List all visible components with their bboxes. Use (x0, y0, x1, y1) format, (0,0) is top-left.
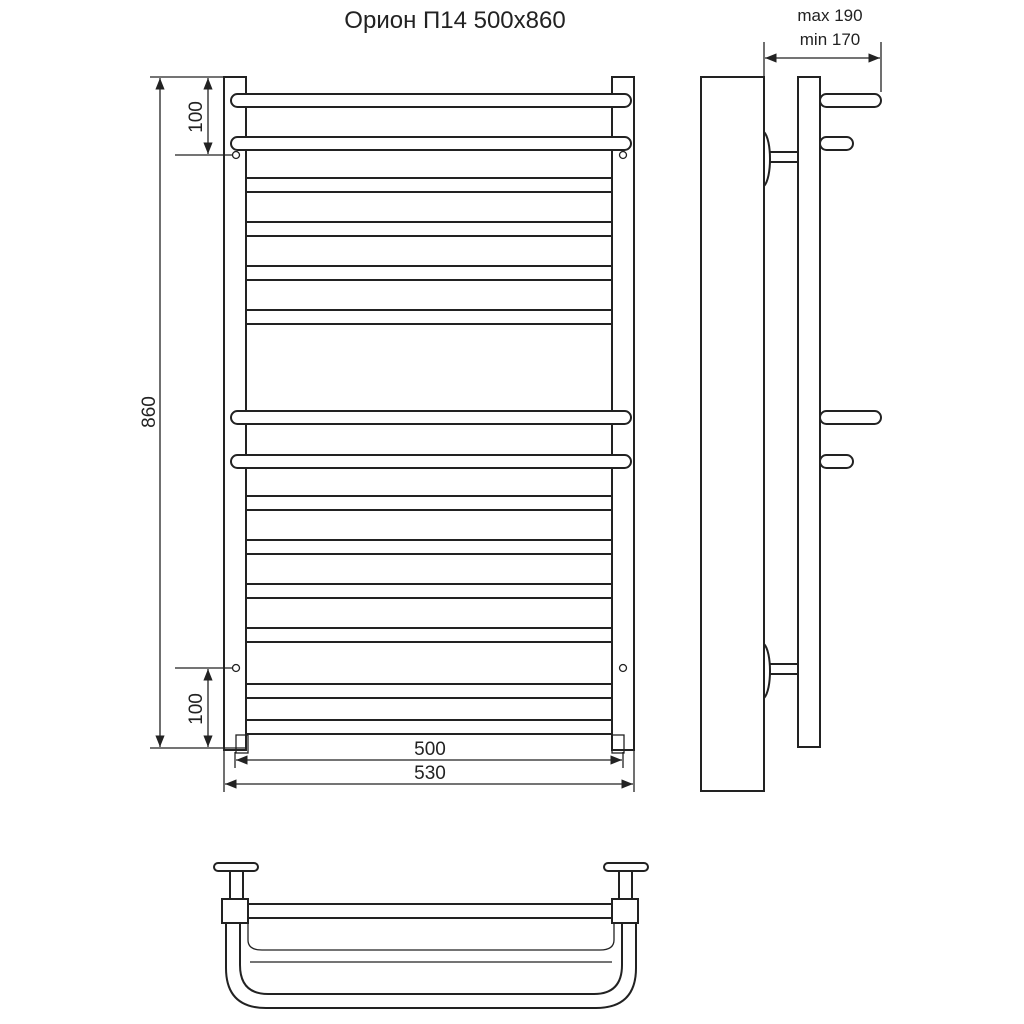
side-shelf-bars (820, 94, 881, 468)
shelf-bar (231, 455, 631, 468)
crossbar (246, 540, 612, 554)
crossbar (246, 584, 612, 598)
crossbar (246, 496, 612, 510)
crossbar (246, 266, 612, 280)
crossbar (246, 628, 612, 642)
wall-bracket (764, 644, 798, 698)
wall (701, 77, 764, 791)
crossbar (246, 222, 612, 236)
flange (604, 863, 648, 871)
height-label: 860 (139, 396, 160, 428)
bracket-stem (619, 871, 632, 899)
post-top (222, 899, 248, 923)
inner-width-label: 500 (414, 739, 446, 760)
bottom-spacing-label: 100 (186, 693, 207, 725)
crossbar (246, 720, 612, 734)
rail-inner (240, 923, 622, 994)
rail-inner-2 (248, 923, 614, 950)
side-post (798, 77, 820, 747)
wall-min-label: min 170 (799, 30, 861, 49)
drawing-title: Орион П14 500х860 (344, 7, 566, 34)
crossbar (246, 310, 612, 324)
rail-outer (226, 923, 636, 1008)
mount-hole (620, 665, 627, 672)
top-view (214, 863, 648, 1008)
vertical-dimensions (139, 77, 246, 748)
horizontal-dimensions (224, 739, 634, 792)
outer-width-label: 530 (414, 763, 446, 784)
crossbar (246, 178, 612, 192)
post-top (612, 899, 638, 923)
side-view (701, 6, 881, 791)
shelf-bar (231, 411, 631, 424)
wall-bracket (764, 132, 798, 186)
bracket-stem (230, 871, 243, 899)
mount-hole (620, 152, 627, 159)
crossbar (246, 684, 612, 698)
top-spacing-label: 100 (186, 101, 207, 133)
flange (214, 863, 258, 871)
shelf-bar (231, 137, 631, 150)
front-view (224, 77, 634, 753)
wall-max-label: max 190 (797, 6, 863, 25)
top-crossbar (248, 904, 612, 918)
shelf-bar (231, 94, 631, 107)
mount-hole (233, 152, 240, 159)
mount-hole (233, 665, 240, 672)
